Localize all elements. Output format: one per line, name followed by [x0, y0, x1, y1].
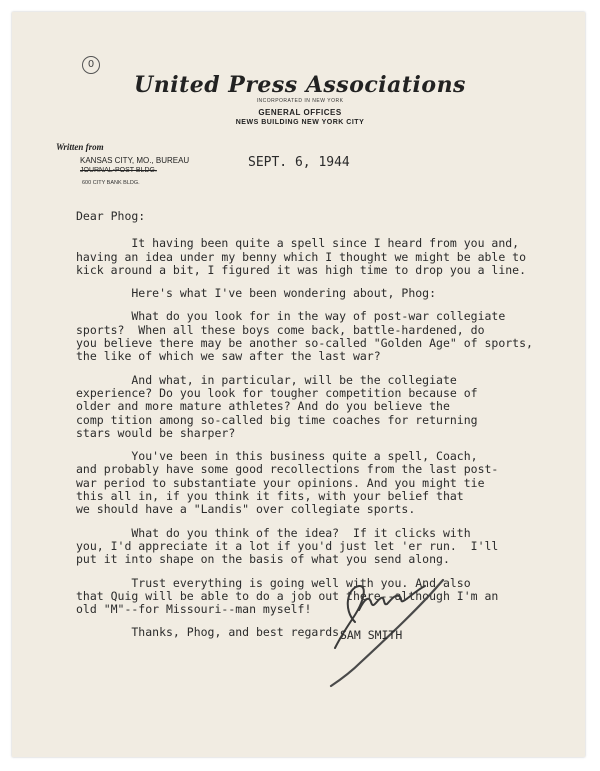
text-line: It having been quite a spell since I heard from you and, [76, 236, 520, 251]
text-line: that Quig will be able to do a job out there--although I'm an [76, 588, 499, 603]
text-line: You've been in this business quite a spell, Coach, [76, 449, 478, 464]
text-line: we should have a "Landis" over collegiate sports. [76, 502, 416, 517]
text-line: and probably have some good recollections from the last post- [76, 462, 499, 477]
text-line: the like of which we saw after the last war? [76, 349, 381, 364]
text-line: What do you think of the idea? If it clicks with [76, 525, 471, 540]
paragraph [76, 237, 536, 277]
text-line: old "M"--for Missouri--man myself! [76, 602, 312, 617]
letterhead-address: NEWS BUILDING NEW YORK CITY [235, 119, 365, 126]
paragraph [76, 626, 536, 639]
text-line: And what, in particular, will be the collegiate [76, 372, 457, 387]
struck-address: JOURNAL-POST BLDG. [80, 167, 157, 174]
text-line: Here's what I've been wondering about, Phog: [76, 286, 437, 301]
text-line: sports? When all these boys come back, battle-hardened, do [76, 322, 485, 337]
text-line: What do you look for in the way of post-war collegiate [76, 309, 506, 324]
signature-name: SAM SMITH [340, 628, 403, 642]
text-line: Trust everything is going well with you. And also [76, 575, 471, 590]
text-line: having an idea under my benny which I thought we might be able to [76, 249, 527, 264]
text-line: experience? Do you look for tougher competition because of [76, 385, 478, 400]
letterhead-incorporated: INCORPORATED IN NEW YORK [256, 98, 344, 104]
letter-body [76, 210, 536, 640]
paragraph [76, 374, 536, 440]
bureau-building: 600 CITY BANK BLDG. [82, 180, 140, 186]
text-line: you believe there may be another so-called "Golden Age" of sports, [76, 336, 533, 351]
paragraph [76, 450, 536, 516]
text-line: put it into shape on the basis of what you send along. [76, 552, 450, 567]
letter-date: SEPT. 6, 1944 [248, 155, 350, 170]
text-line: you, I'd appreciate it a lot if you'd just let 'er run. I'll [76, 538, 499, 553]
salutation: Dear Phog: [76, 209, 146, 223]
text-line: Thanks, Phog, and best regards, [76, 625, 347, 640]
text-line: older and more mature athletes? And do you believe the [76, 399, 450, 414]
circled-annotation: 0 [82, 56, 100, 74]
letterhead-title: United Press Associations [134, 72, 466, 98]
text-line: kick around a bit, I figured it was high time to drop you a line. [76, 262, 527, 277]
text-line: this all in, if you think it fits, with your belief that [76, 489, 464, 504]
paragraph [76, 527, 536, 567]
text-line: comp tition among so-called big time coaches for returning [76, 412, 478, 427]
text-line: war period to substantiate your opinions. And you might tie [76, 475, 485, 490]
paragraph [76, 577, 536, 617]
paragraph [76, 287, 536, 300]
bureau-name: KANSAS CITY, MO., BUREAU [80, 156, 190, 165]
written-from-label: Written from [56, 142, 104, 152]
paragraphs [76, 237, 536, 639]
paragraph [76, 310, 536, 363]
letterhead-general-offices: GENERAL OFFICES [258, 108, 342, 117]
text-line: stars would be sharper? [76, 425, 236, 440]
